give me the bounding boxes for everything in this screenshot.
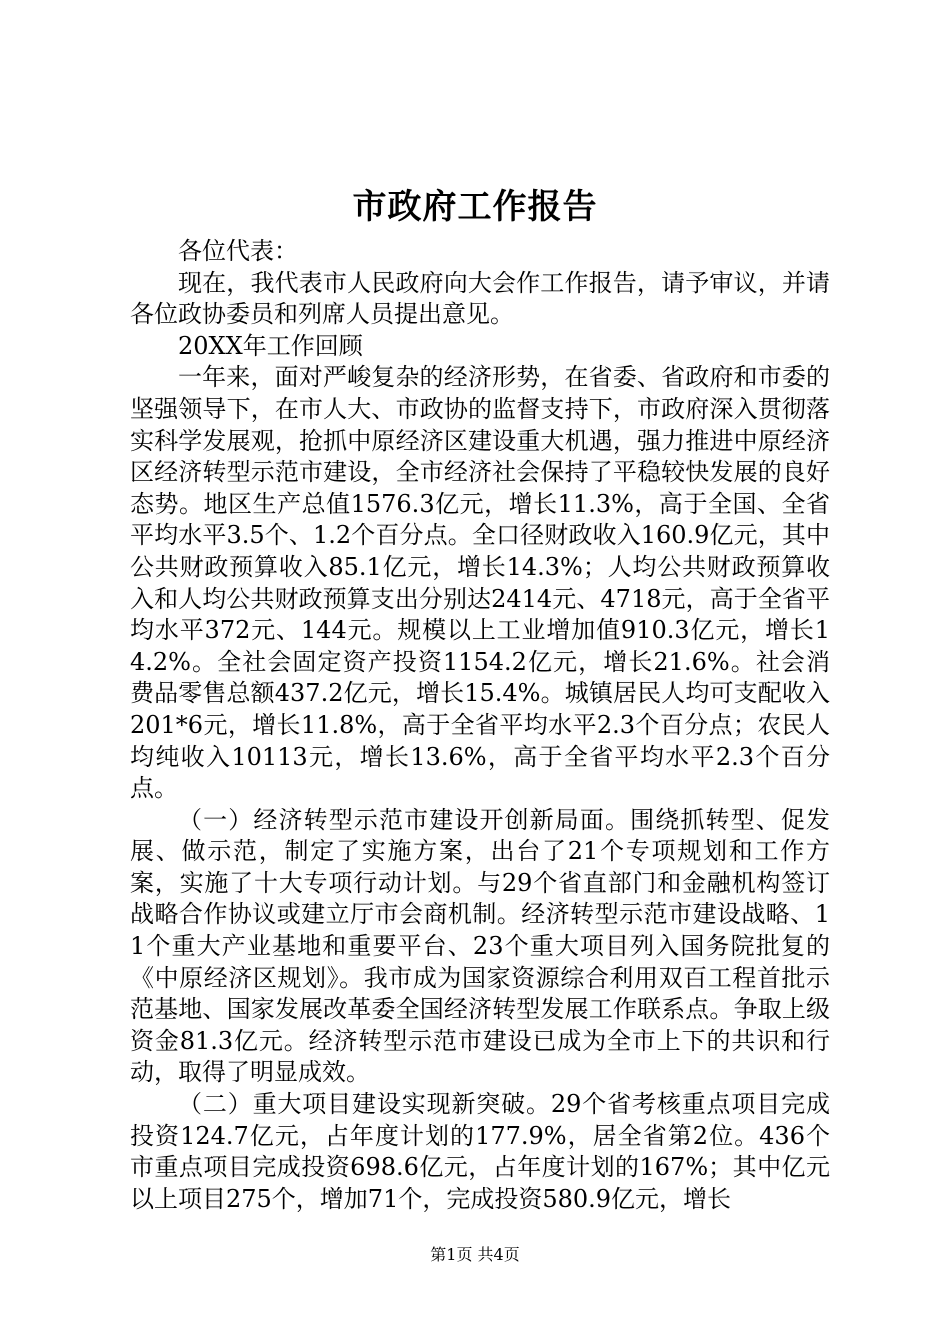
page-number-footer: 第1页 共4页 (430, 1245, 520, 1264)
document-title: 市政府工作报告 (352, 187, 598, 227)
section-one-paragraph: （一）经济转型示范市建设开创新局面。围绕抓转型、促发展、做示范，制定了实施方案，出台了21个专项规划和工作方案，实施了十大专项行动计划。与29个省直部门和金融机构签订战略合作协议或建立厅市会商机制。经济转型示范市建设战略、11个重大产业基地和重要平台、23个重大项目列入国务院批复的《中原经济区规划》。我市成为国家资源综合利用双百工程首批示范基地、国家发展改革委全国经济转型发展工作联系点。争取上级资金81.3亿元。经济转型示范市建设已成为全市上下的共识和行动，取得了明显成效。 (130, 805, 830, 1087)
salutation-paragraph: 各位代表： (178, 237, 298, 265)
section-two-paragraph: （二）重大项目建设实现新突破。29个省考核重点项目完成投资124.7亿元，占年度计划的177.9%，居全省第2位。436个市重点项目完成投资698.6亿元，占年度计划的167%；其中亿元以上项目275个，增加71个，完成投资580.9亿元，增长 (130, 1090, 830, 1213)
document-body (130, 236, 830, 1215)
review-paragraph: 一年来，面对严峻复杂的经济形势，在省委、省政府和市委的坚强领导下，在市人大、市政协的监督支持下，市政府深入贯彻落实科学发展观，抢抓中原经济区建设重大机遇，强力推进中原经济区经济转型示范市建设，全市经济社会保持了平稳较快发展的良好态势。地区生产总值1576.3亿元，增长11.3%，高于全国、全省平均水平3.5个、1.2个百分点。全口径财政收入160.9亿元，其中公共财政预算收入85.1亿元，增长14.3%；人均公共财政预算收入和人均公共财政预算支出分别达2414元、4718元，高于全省平均水平372元、144元。规模以上工业增加值910.3亿元，增长14.2%。全社会固定资产投资1154.2亿元，增长21.6%。社会消费品零售总额437.2亿元，增长15.4%。城镇居民人均可支配收入201*6元，增长11.8%，高于全省平均水平2.3个百分点；农民人均纯收入10113元，增长13.6%，高于全省平均水平2.3个百分点。 (130, 363, 830, 803)
section-heading: 20XX年工作回顾 (178, 331, 363, 360)
intro-paragraph: 现在，我代表市人民政府向大会作工作报告，请予审议，并请各位政协委员和列席人员提出意见。 (130, 268, 830, 329)
